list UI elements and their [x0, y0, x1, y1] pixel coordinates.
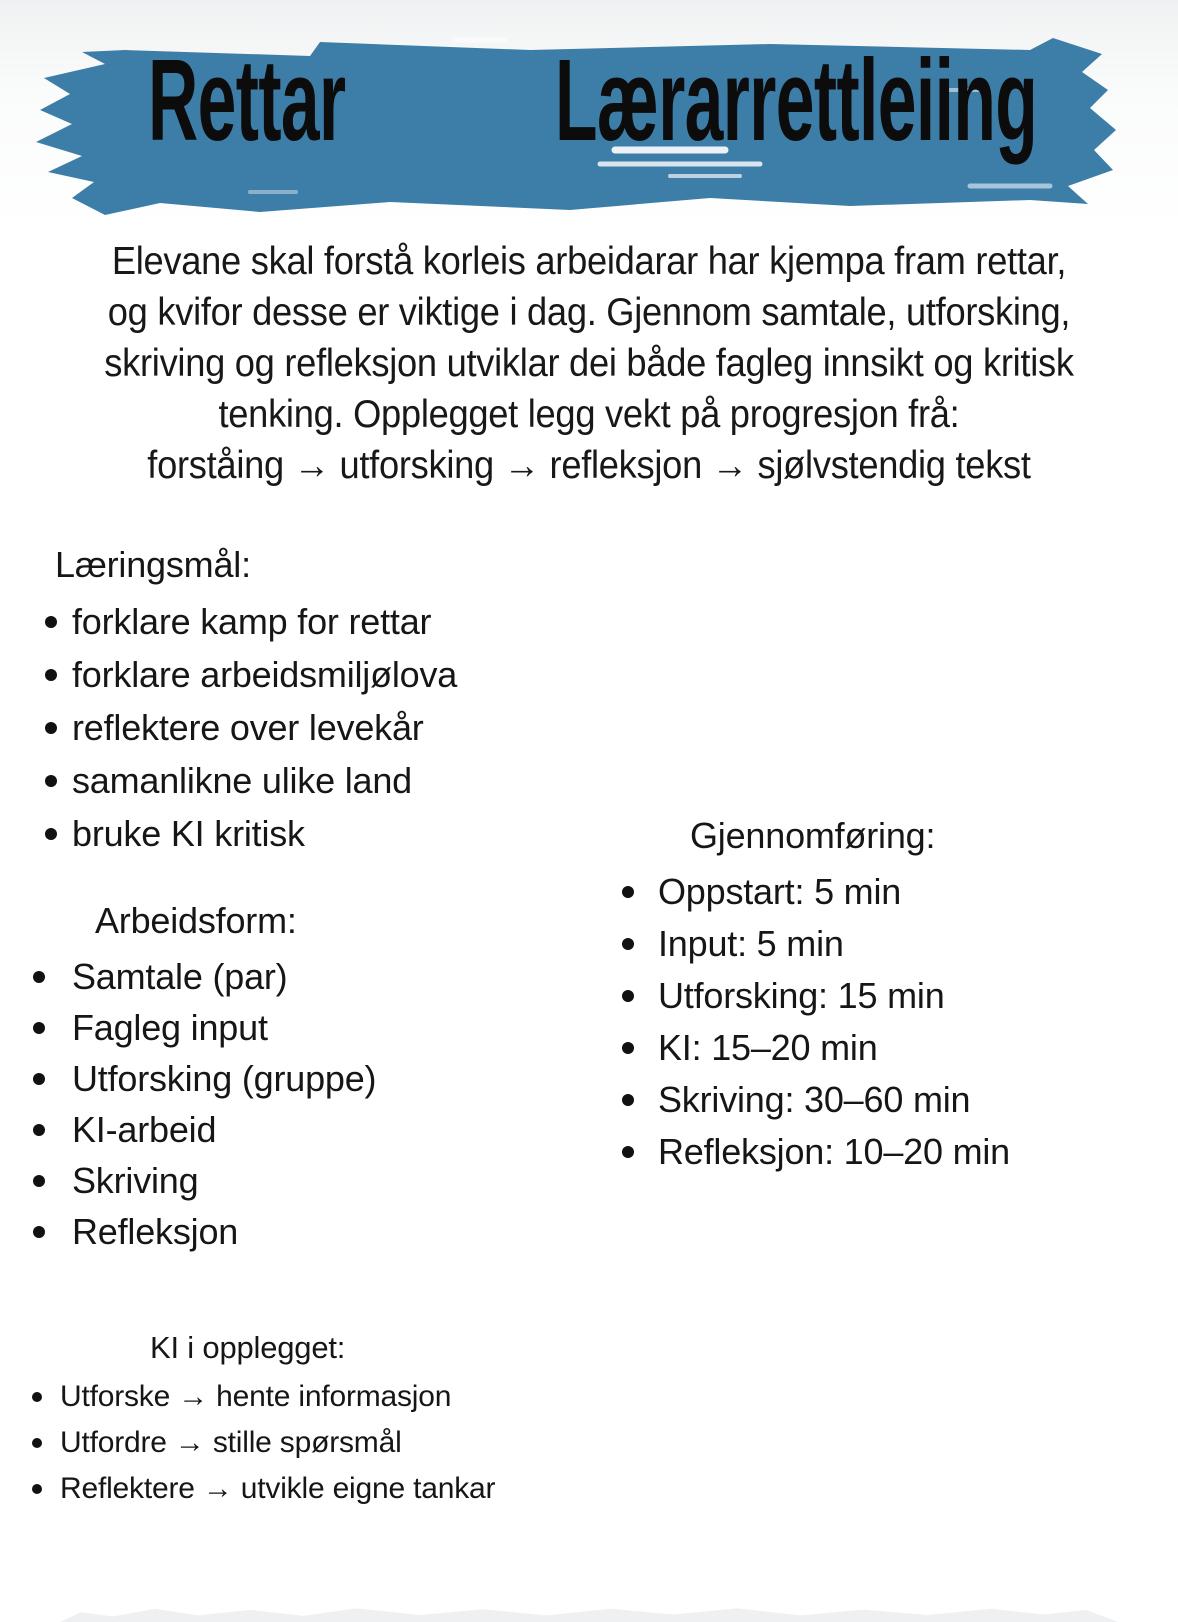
section-learning-goals [45, 543, 457, 860]
list-item [32, 1374, 495, 1420]
list-item [32, 1466, 495, 1512]
list-item [600, 1074, 1010, 1126]
list-item [600, 866, 1010, 918]
title-banner [10, 8, 1125, 223]
bullet-icon [622, 1094, 634, 1106]
list-item-text: bruke KI kritisk [72, 812, 305, 854]
execution-list [600, 866, 1010, 1178]
bullet-icon [33, 971, 45, 983]
list-item-text: Fagleg input [72, 1006, 268, 1048]
section-work-forms [33, 899, 376, 1257]
bullet-icon [45, 669, 57, 681]
bullet-icon [45, 616, 57, 628]
list-item-text: Utforsking (gruppe) [72, 1057, 377, 1099]
intro-line: tenking. Opplegget legg vekt på progresjon frå: [218, 393, 960, 436]
intro-paragraph [41, 236, 1137, 491]
bullet-icon [622, 1146, 634, 1158]
bullet-icon [622, 990, 634, 1002]
bullet-icon [45, 775, 57, 787]
bullet-icon [33, 1124, 45, 1136]
bullet-icon [33, 1226, 45, 1238]
list-item-text: Refleksjon: 10–20 min [658, 1131, 1011, 1172]
list-item-text: forklare arbeidsmiljølova [72, 653, 458, 695]
list-item [33, 951, 376, 1002]
learning-goals-heading: Læringsmål: [55, 544, 251, 585]
bullet-icon [32, 1392, 42, 1402]
bullet-icon [33, 1175, 45, 1187]
execution-heading: Gjennomføring: [690, 815, 936, 856]
bullet-icon [45, 828, 57, 840]
work-forms-heading: Arbeidsform: [95, 900, 297, 941]
list-item [33, 1002, 376, 1053]
learning-goals-list [45, 595, 457, 860]
bullet-icon [622, 1042, 634, 1054]
list-item-text: Utforske → hente informasjon [60, 1380, 452, 1413]
list-item [600, 918, 1010, 970]
bullet-icon [32, 1484, 42, 1494]
list-item [45, 648, 457, 701]
page-title-laerarrettleiing: Lærarrettleiing [555, 35, 1038, 165]
list-item [33, 1104, 376, 1155]
section-execution [600, 814, 1010, 1178]
list-item [600, 1126, 1010, 1178]
intro-line: Elevane skal forstå korleis arbeidarar har kjempa fram rettar, [111, 240, 1067, 283]
ai-in-plan-heading: KI i opplegget: [150, 1330, 346, 1365]
list-item-text: samanlikne ulike land [72, 759, 412, 801]
intro-line: skriving og refleksjon utviklar dei både fagleg innsikt og kritisk [104, 342, 1074, 385]
list-item [33, 1155, 376, 1206]
list-item [33, 1206, 376, 1257]
list-item-text: Samtale (par) [72, 955, 288, 997]
list-item-text: Refleksjon [72, 1210, 239, 1252]
bullet-icon [622, 938, 634, 950]
list-item-text: Oppstart: 5 min [658, 871, 902, 912]
list-item-text: Utforsking: 15 min [658, 975, 945, 1016]
list-item [45, 754, 457, 807]
list-item-text: reflektere over levekår [72, 706, 424, 748]
list-item-text: KI: 15–20 min [658, 1027, 878, 1068]
section-ai-in-plan [32, 1328, 495, 1512]
list-item-text: Skriving [72, 1159, 199, 1201]
list-item [33, 1053, 376, 1104]
list-item-text: forklare kamp for rettar [72, 600, 432, 642]
bullet-icon [33, 1073, 45, 1085]
list-item [32, 1420, 495, 1466]
bullet-icon [32, 1438, 42, 1448]
list-item-text: Utfordre → stille spørsmål [60, 1426, 402, 1459]
intro-progression-line: forståing → utforsking → refleksjon → sjølvstendig tekst [147, 444, 1031, 487]
page-title-rettar: Rettar [148, 35, 346, 165]
list-item-text: Skriving: 30–60 min [658, 1079, 971, 1120]
ai-in-plan-list [32, 1374, 495, 1512]
list-item [45, 807, 457, 860]
list-item [600, 1022, 1010, 1074]
list-item-text: KI-arbeid [72, 1108, 217, 1150]
list-item-text: Input: 5 min [658, 923, 844, 964]
bullet-icon [45, 722, 57, 734]
bullet-icon [33, 1022, 45, 1034]
list-item-text: Reflektere → utvikle eigne tankar [60, 1472, 496, 1505]
bottom-brush-edge [60, 1600, 1118, 1622]
list-item [45, 701, 457, 754]
list-item [45, 595, 457, 648]
intro-line: og kvifor desse er viktige i dag. Gjennom samtale, utforsking, [107, 291, 1071, 334]
work-forms-list [33, 951, 376, 1257]
list-item [600, 970, 1010, 1022]
bullet-icon [622, 886, 634, 898]
